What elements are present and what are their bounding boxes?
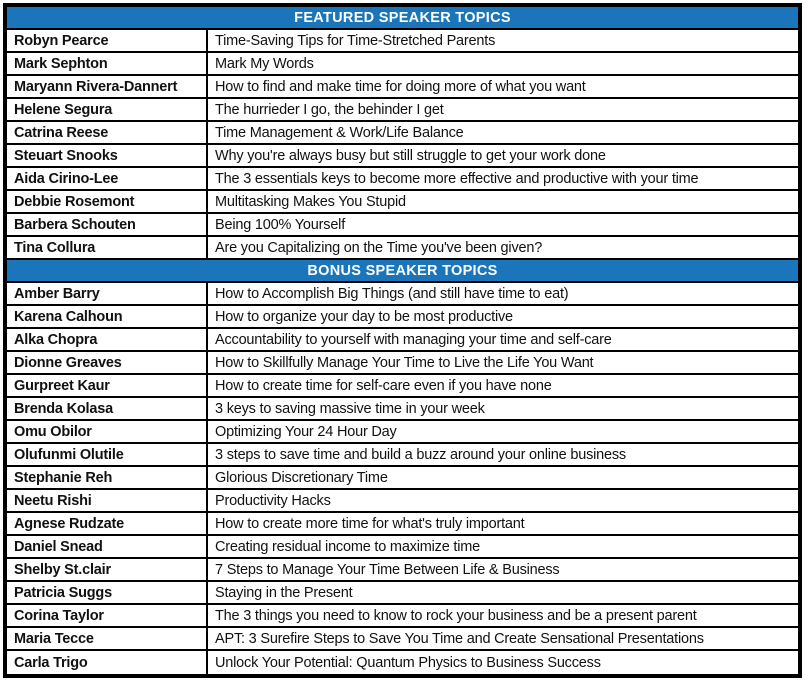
section-rows	[7, 283, 798, 674]
topic-cell: Are you Capitalizing on the Time you've been given?	[215, 239, 543, 256]
table-row	[7, 145, 798, 168]
speaker-name-cell: Daniel Snead	[7, 536, 208, 557]
table-row	[7, 398, 798, 421]
speaker-name-cell: Patricia Suggs	[7, 582, 208, 603]
section-rows	[7, 30, 798, 260]
topic-cell: Being 100% Yourself	[215, 216, 346, 233]
table-row	[7, 628, 798, 651]
speaker-name-cell: Tina Collura	[7, 237, 208, 258]
topic-cell: Staying in the Present	[215, 584, 353, 601]
table-row	[7, 283, 798, 306]
speaker-name-cell: Amber Barry	[7, 283, 208, 304]
table-row	[7, 421, 798, 444]
table-row	[7, 513, 798, 536]
topic-cell: 3 keys to saving massive time in your week	[215, 400, 485, 417]
topic-cell: Time Management & Work/Life Balance	[215, 124, 464, 141]
table-row	[7, 30, 798, 53]
speaker-name-cell: Debbie Rosemont	[7, 191, 208, 212]
topic-cell: The 3 things you need to know to rock your business and be a present parent	[215, 607, 697, 624]
topic-cell: Unlock Your Potential: Quantum Physics to Business Success	[215, 654, 601, 671]
section-header: BONUS SPEAKER TOPICS	[7, 260, 798, 283]
table-row	[7, 582, 798, 605]
speaker-name-cell: Neetu Rishi	[7, 490, 208, 511]
table-row	[7, 536, 798, 559]
speaker-name-cell: Dionne Greaves	[7, 352, 208, 373]
topic-cell: 7 Steps to Manage Your Time Between Life & Business	[215, 561, 560, 578]
topic-cell: How to find and make time for doing more of what you want	[215, 78, 586, 95]
speaker-name-cell: Maria Tecce	[7, 628, 208, 649]
topic-cell: How to organize your day to be most productive	[215, 308, 513, 325]
topic-cell: Glorious Discretionary Time	[215, 469, 388, 486]
table-row	[7, 168, 798, 191]
table-row	[7, 467, 798, 490]
speaker-name-cell: Carla Trigo	[7, 651, 208, 674]
table-section	[7, 260, 798, 674]
topic-cell: The hurrieder I go, the behinder I get	[215, 101, 444, 118]
table-row	[7, 375, 798, 398]
speaker-topics-table	[3, 3, 802, 678]
speaker-name-cell: Helene Segura	[7, 99, 208, 120]
topic-cell: Accountability to yourself with managing your time and self-care	[215, 331, 612, 348]
table-row	[7, 76, 798, 99]
topic-cell: 3 steps to save time and build a buzz around your online business	[215, 446, 626, 463]
speaker-name-cell: Aida Cirino-Lee	[7, 168, 208, 189]
table-row	[7, 329, 798, 352]
table-row	[7, 214, 798, 237]
speaker-name-cell: Shelby St.clair	[7, 559, 208, 580]
speaker-name-cell: Robyn Pearce	[7, 30, 208, 51]
table-row	[7, 444, 798, 467]
speaker-name-cell: Corina Taylor	[7, 605, 208, 626]
speaker-name-cell: Brenda Kolasa	[7, 398, 208, 419]
table-row	[7, 352, 798, 375]
table-row	[7, 559, 798, 582]
table-row	[7, 191, 798, 214]
table-row	[7, 490, 798, 513]
table-row	[7, 651, 798, 674]
table-row	[7, 99, 798, 122]
table-row	[7, 605, 798, 628]
speaker-name-cell: Alka Chopra	[7, 329, 208, 350]
table-row	[7, 237, 798, 260]
speaker-name-cell: Gurpreet Kaur	[7, 375, 208, 396]
topic-cell: Multitasking Makes You Stupid	[215, 193, 406, 210]
table-row	[7, 122, 798, 145]
topic-cell: Mark My Words	[215, 55, 314, 72]
topic-cell: Time-Saving Tips for Time-Stretched Parents	[215, 32, 496, 49]
topic-cell: Why you're always busy but still struggle to get your work done	[215, 147, 606, 164]
topic-cell: How to Skillfully Manage Your Time to Live the Life You Want	[215, 354, 594, 371]
topic-cell: APT: 3 Surefire Steps to Save You Time and Create Sensational Presentations	[215, 630, 704, 647]
speaker-name-cell: Agnese Rudzate	[7, 513, 208, 534]
section-header: FEATURED SPEAKER TOPICS	[7, 7, 798, 30]
speaker-name-cell: Stephanie Reh	[7, 467, 208, 488]
speaker-name-cell: Omu Obilor	[7, 421, 208, 442]
topic-cell: Optimizing Your 24 Hour Day	[215, 423, 397, 440]
table-row	[7, 53, 798, 76]
speaker-name-cell: Maryann Rivera-Dannert	[7, 76, 208, 97]
speaker-name-cell: Barbera Schouten	[7, 214, 208, 235]
speaker-name-cell: Mark Sephton	[7, 53, 208, 74]
topic-cell: How to create time for self-care even if you have none	[215, 377, 552, 394]
speaker-name-cell: Olufunmi Olutile	[7, 444, 208, 465]
topic-cell: How to Accomplish Big Things (and still have time to eat)	[215, 285, 569, 302]
topic-cell: Productivity Hacks	[215, 492, 331, 509]
table-row	[7, 306, 798, 329]
topic-cell: How to create more time for what's truly important	[215, 515, 525, 532]
topic-cell: Creating residual income to maximize time	[215, 538, 480, 555]
topic-cell: The 3 essentials keys to become more effective and productive with your time	[215, 170, 699, 187]
speaker-name-cell: Catrina Reese	[7, 122, 208, 143]
table-section	[7, 7, 798, 260]
speaker-name-cell: Karena Calhoun	[7, 306, 208, 327]
speaker-name-cell: Steuart Snooks	[7, 145, 208, 166]
